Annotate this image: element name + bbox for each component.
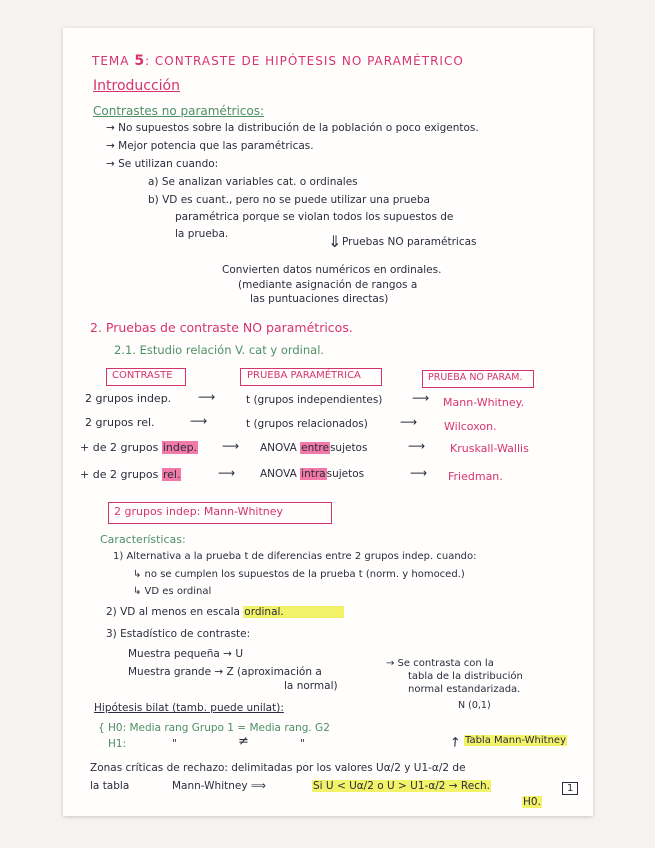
- header-parametrica: PRUEBA PARAMÉTRICA: [247, 370, 361, 381]
- row4-parametrica: ANOVA intrasujetos: [260, 468, 365, 480]
- arrow-up-icon: ↗: [446, 733, 465, 752]
- critical-line-2a: la tabla: [90, 780, 130, 792]
- table-ref-highlight: Tabla Mann-Whitney: [465, 735, 566, 746]
- row4-param-highlight: intra: [301, 468, 326, 480]
- row1-parametrica: t (grupos independientes): [246, 394, 383, 406]
- row1-contraste: 2 grupos indep.: [85, 392, 172, 405]
- title-number: 5: [134, 53, 146, 69]
- h1-ditto-2: ": [300, 738, 305, 750]
- row1-arrow-icon: ⟶: [198, 390, 216, 404]
- convert-line-3: las puntuaciones directas): [250, 293, 389, 305]
- characteristics-heading: Características:: [100, 533, 186, 546]
- row4-no-param: Friedman.: [448, 470, 503, 483]
- intro-line-2: → Mejor potencia que las paramétricas.: [106, 140, 314, 152]
- row3-contraste: + de 2 grupos indep.: [80, 441, 198, 454]
- row4-highlight: rel.: [162, 468, 181, 481]
- row1-arrow2-icon: ⟶: [412, 391, 430, 405]
- critical-line-2b: Mann-Whitney ⟹: [172, 780, 266, 792]
- char-1b: ↳ VD es ordinal: [133, 586, 212, 597]
- sample-small: Muestra pequeña → U: [128, 648, 244, 660]
- row4-contraste: + de 2 grupos rel.: [80, 468, 181, 481]
- row1-no-param: Mann-Whitney.: [443, 396, 525, 409]
- sample-large: Muestra grande → Z (aproximación a: [128, 666, 322, 678]
- intro-subheading: Contrastes no paramétricos:: [93, 104, 265, 118]
- row2-arrow2-icon: ⟶: [400, 415, 418, 429]
- row3-no-param: Kruskall-Wallis: [450, 442, 529, 455]
- header-no-param: PRUEBA NO PARAM.: [428, 372, 523, 383]
- contrast-2: tabla de la distribución: [408, 671, 523, 682]
- page-title: TEMA 5: CONTRASTE DE HIPÓTESIS NO PARAMÉTRICO: [92, 53, 464, 69]
- row3-arrow2-icon: ⟶: [408, 439, 426, 453]
- intro-line-3: → Se utilizan cuando:: [106, 158, 219, 170]
- row3-param-highlight: entre: [301, 442, 329, 454]
- critical-line-1: Zonas críticas de rechazo: delimitadas por los valores Uα/2 y U1-α/2 de: [90, 762, 466, 774]
- row2-no-param: Wilcoxon.: [444, 420, 497, 433]
- table-ref: [464, 735, 567, 746]
- section2-heading: 2. Pruebas de contraste NO paramétricos.: [90, 320, 353, 335]
- row3-parametrica: ANOVA entresujetos: [260, 442, 368, 454]
- ordinal-highlight: ordinal.: [243, 606, 343, 618]
- down-arrow-icon: ⇓: [328, 232, 342, 251]
- page-number: 1: [562, 782, 578, 795]
- row3-arrow-icon: ⟶: [222, 439, 240, 453]
- header-contraste: CONTRASTE: [112, 370, 173, 381]
- intro-item-b-2: paramétrica porque se violan todos los supuestos de: [175, 211, 454, 223]
- intro-line-1: → No supuestos sobre la distribución de la población o poco exigentos.: [106, 122, 479, 134]
- row4-arrow2-icon: ⟶: [410, 466, 428, 480]
- intro-heading: Introducción: [93, 78, 180, 94]
- convert-line-2: (mediante asignación de rangos a: [238, 279, 418, 291]
- char-3: 3) Estadístico de contraste:: [106, 628, 251, 640]
- contrast-4: N (0,1): [458, 700, 491, 711]
- np-tests-label: Pruebas NO paramétricas: [342, 236, 477, 248]
- h0-highlight: H0.: [523, 796, 541, 808]
- h0-line: { H0: Media rang Grupo 1 = Media rang. G2: [98, 722, 330, 734]
- critical-line-2c: [312, 780, 491, 792]
- critical-line-3: [522, 796, 542, 808]
- sample-large-2: la normal): [284, 680, 338, 692]
- char-1a: ↳ no se cumplen los supuestos de la prueba t (norm. y homoced.): [133, 569, 465, 580]
- convert-line-1: Convierten datos numéricos en ordinales.: [222, 264, 442, 276]
- contrast-3: normal estandarizada.: [408, 684, 521, 695]
- row2-parametrica: t (grupos relacionados): [246, 418, 368, 430]
- hypothesis-heading: Hipótesis bilat (tamb. puede unilat):: [94, 702, 284, 714]
- h1-ditto-1: ": [172, 738, 177, 750]
- mw-title: 2 grupos indep: Mann-Whitney: [114, 505, 284, 518]
- contrast-1: → Se contrasta con la: [386, 658, 494, 669]
- row2-contraste: 2 grupos rel.: [85, 416, 155, 429]
- char-1: 1) Alternativa a la prueba t de diferencias entre 2 grupos indep. cuando:: [113, 551, 477, 562]
- char-2: 2) VD al menos en escala ordinal.: [106, 606, 344, 618]
- section2-subheading: 2.1. Estudio relación V. cat y ordinal.: [114, 343, 325, 357]
- intro-item-b-1: b) VD es cuant., pero no se puede utilizar una prueba: [148, 194, 430, 206]
- intro-item-b-3: la prueba.: [175, 228, 229, 240]
- intro-item-a: a) Se analizan variables cat. o ordinales: [148, 176, 358, 188]
- row2-arrow-icon: ⟶: [190, 414, 208, 428]
- row3-highlight: indep.: [162, 441, 198, 454]
- row4-arrow-icon: ⟶: [218, 466, 236, 480]
- h1-neq: ≠: [238, 734, 249, 749]
- critical-highlight: Si U < Uα/2 o U > U1-α/2 → Rech.: [313, 780, 490, 792]
- h1-label: H1:: [108, 738, 127, 750]
